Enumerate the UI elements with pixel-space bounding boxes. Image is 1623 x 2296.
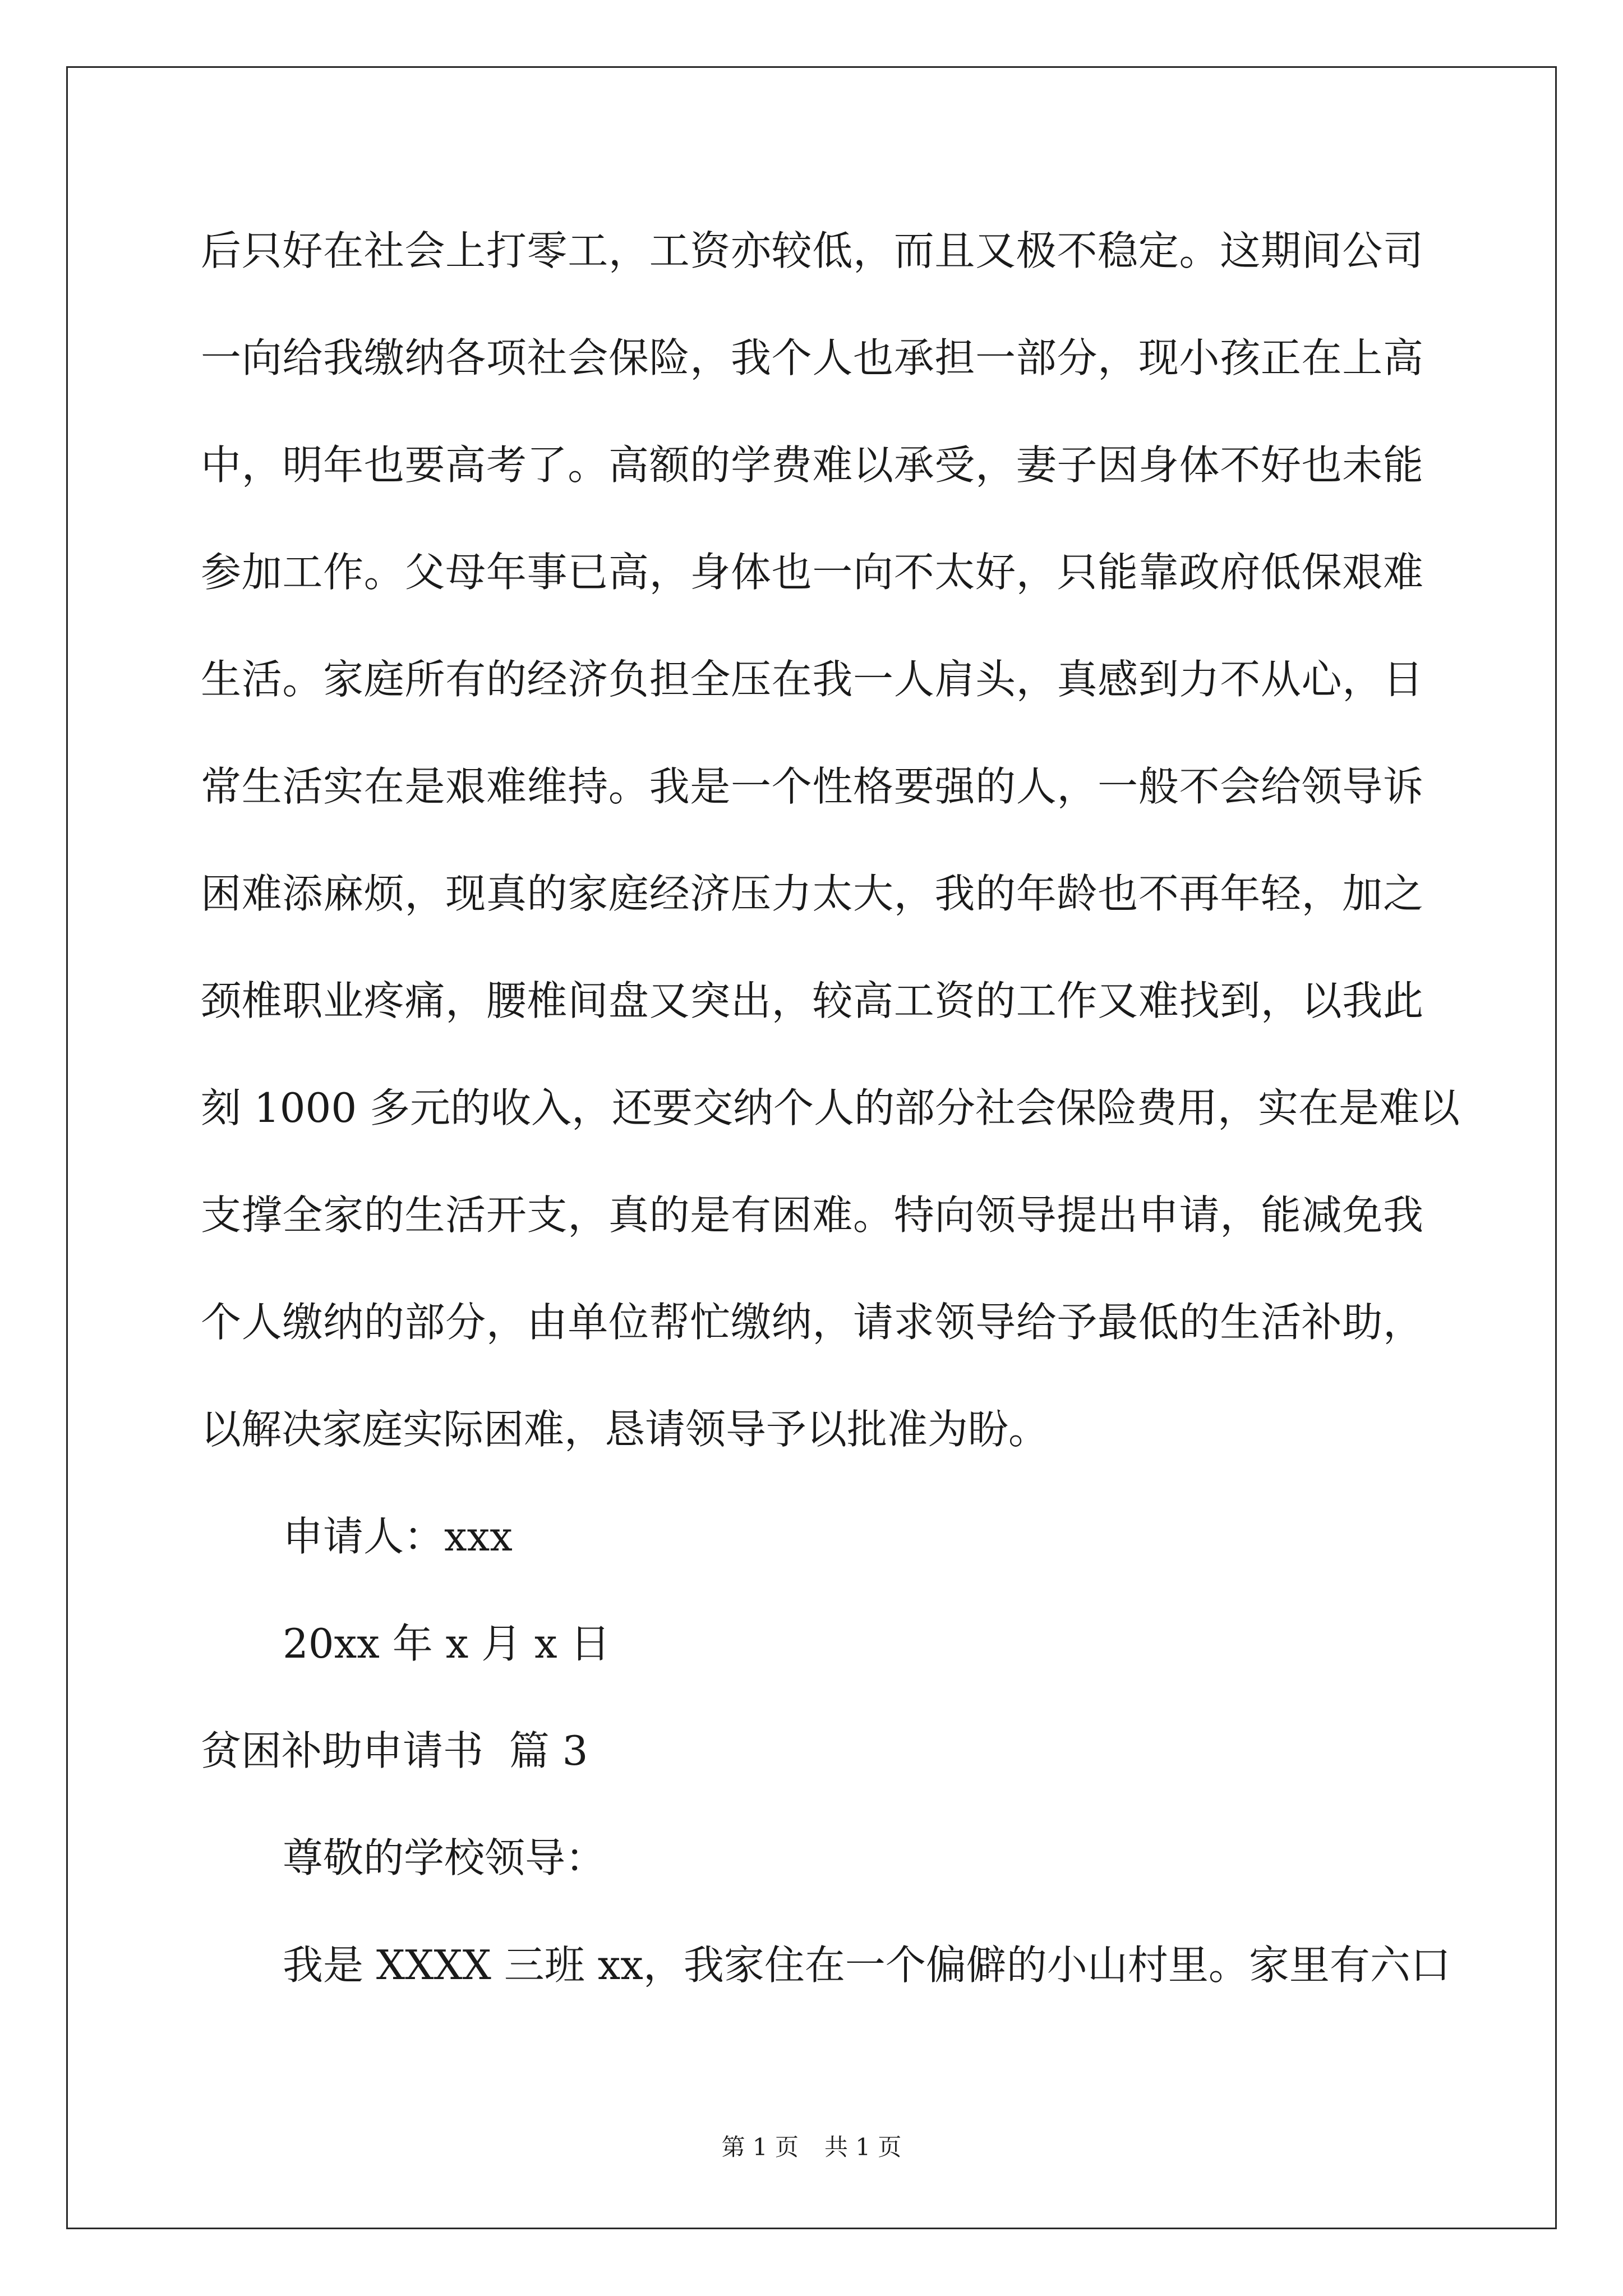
paragraph-line-8: 颈椎职业疼痛，腰椎间盘又突出，较高工资的工作又难找到，以我此 [201,977,1423,1024]
paragraph-line-6: 常生活实在是艰难维持。我是一个性格要强的人，一般不会给领导诉 [201,763,1423,810]
applicant-signature: 申请人：xxx [283,1513,513,1560]
paragraph-line-2: 一向给我缴纳各项社会保险，我个人也承担一部分，现小孩正在上高 [201,334,1423,381]
page-footer [0,2131,1623,2164]
document-body [201,218,1460,2039]
paragraph-line-11: 个人缴纳的部分，由单位帮忙缴纳，请求领导给予最低的生活补助， [201,1299,1423,1346]
opening-line: 我是 XXXX 三班 xx，我家住在一个偏僻的小山村里。家里有六口 [283,1941,1451,1989]
paragraph-line-4: 参加工作。父母年事已高，身体也一向不太好，只能靠政府低保艰难 [201,549,1423,596]
salutation: 尊敬的学校领导： [283,1834,606,1881]
page-number: 第 1 页 [721,2133,799,2161]
paragraph-line-12: 以解决家庭实际困难，恳请领导予以批准为盼。 [201,1406,1049,1453]
paragraph-line-7: 困难添麻烦，现真的家庭经济压力太大，我的年龄也不再年轻，加之 [201,870,1423,917]
section-title: 贫困补助申请书 篇 3 [201,1727,588,1774]
application-date: 20xx 年 x 月 x 日 [283,1620,611,1667]
paragraph-line-5: 生活。家庭所有的经济负担全压在我一人肩头，真感到力不从心，日 [201,656,1423,703]
paragraph-line-3: 中，明年也要高考了。高额的学费难以承受，妻子因身体不好也未能 [201,441,1423,489]
page-total: 共 1 页 [824,2133,902,2161]
paragraph-line-9: 刻 1000 多元的收入，还要交纳个人的部分社会保险费用，实在是难以 [201,1084,1460,1131]
paragraph-line-10: 支撑全家的生活开支，真的是有困难。特向领导提出申请，能减免我 [201,1191,1423,1239]
paragraph-line-1: 后只好在社会上打零工，工资亦较低，而且又极不稳定。这期间公司 [201,227,1423,274]
